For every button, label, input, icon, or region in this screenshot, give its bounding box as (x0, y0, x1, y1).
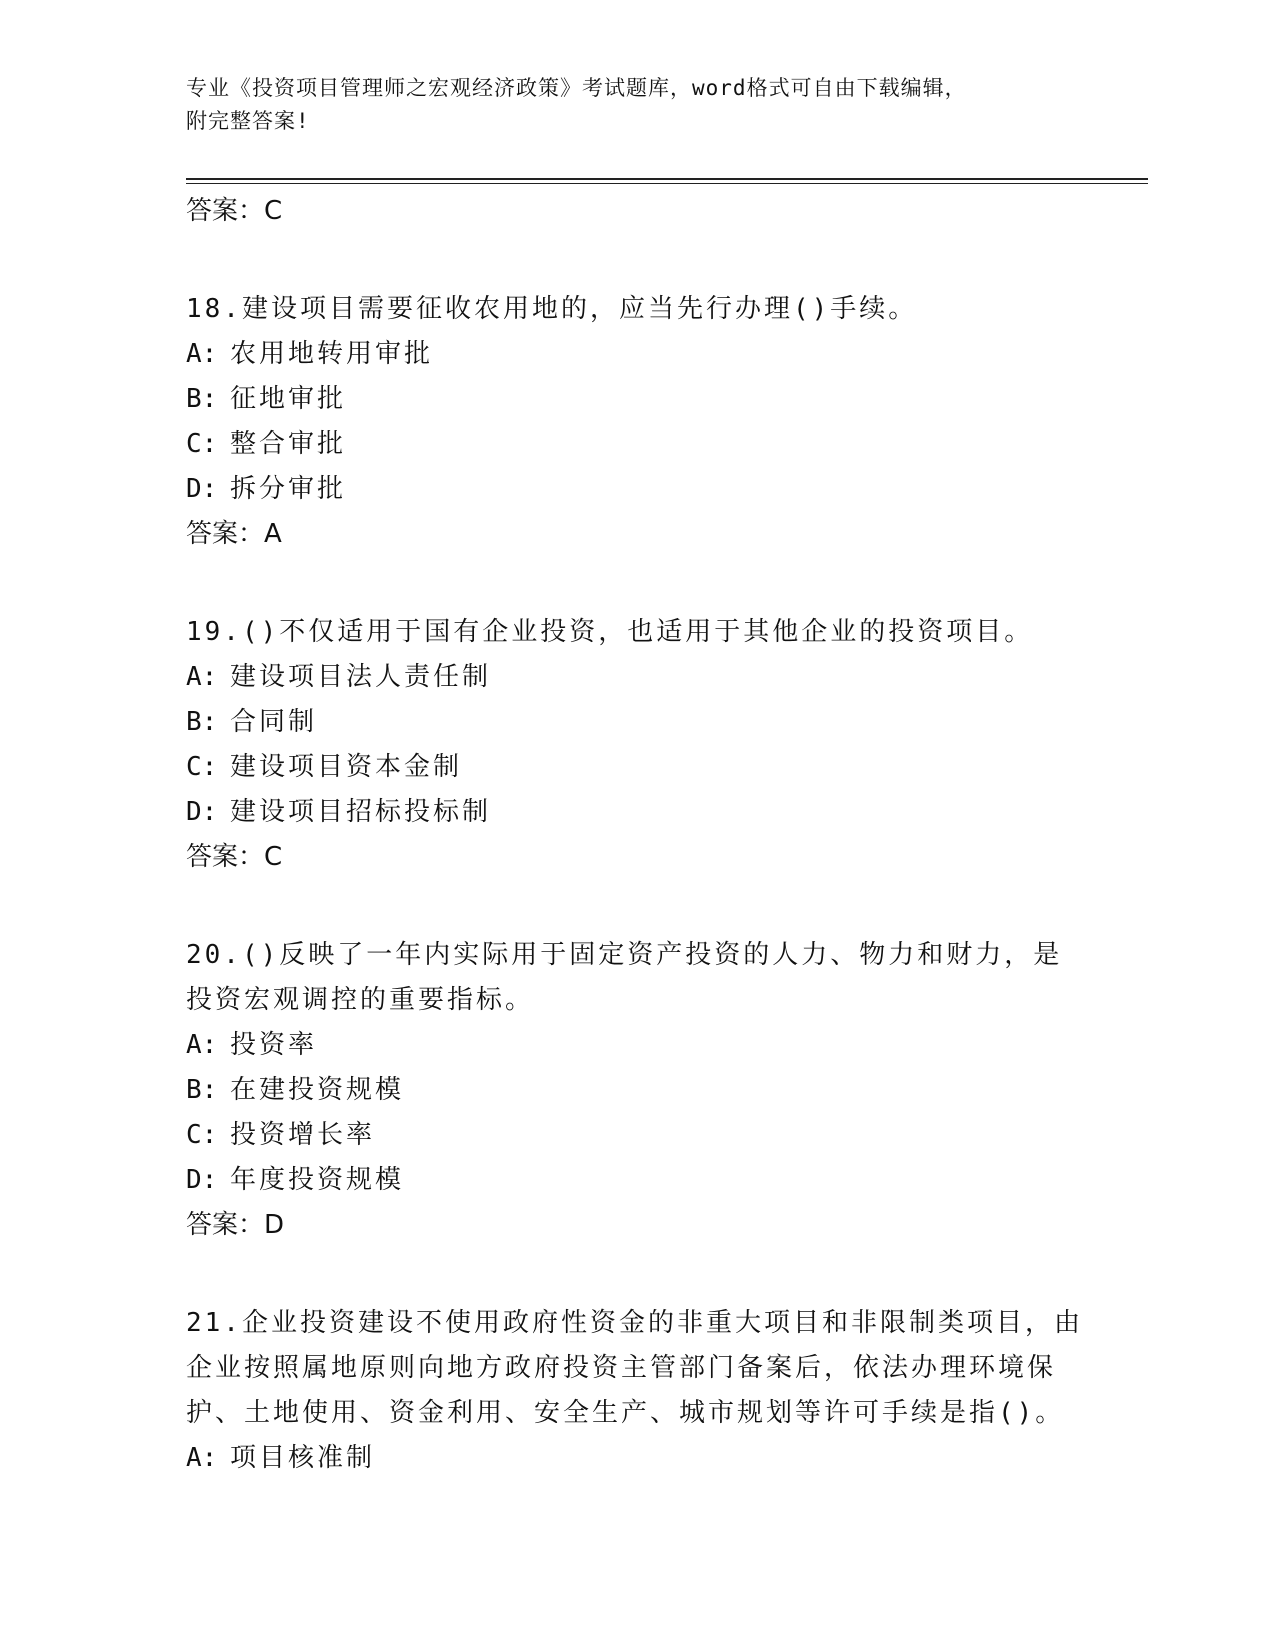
question-block (186, 287, 1086, 556)
header-divider (186, 178, 1148, 180)
option-a: A: 项目核准制 (186, 1443, 376, 1473)
question-text: 19.()不仅适用于国有企业投资，也适用于其他企业的投资项目。 (186, 617, 1034, 647)
question-block (186, 1301, 1086, 1481)
option-c: C: 整合审批 (186, 429, 347, 459)
option-d: D: 拆分审批 (186, 474, 347, 504)
question-block (186, 610, 1086, 879)
option-a: A: 农用地转用审批 (186, 339, 434, 369)
question-text: 18.建设项目需要征收农用地的，应当先行办理()手续。 (186, 294, 918, 324)
answer-line: 答案：C (186, 842, 283, 872)
question-list (186, 189, 1086, 1481)
option-b: B: 合同制 (186, 707, 318, 737)
question-text: 20.()反映了一年内实际用于固定资产投资的人力、物力和财力，是投资宏观调控的重要指标。 (186, 940, 1063, 1015)
option-a: A: 建设项目法人责任制 (186, 662, 492, 692)
option-b: B: 在建投资规模 (186, 1075, 405, 1105)
option-a: A: 投资率 (186, 1030, 318, 1060)
header-line-2: 附完整答案! (186, 109, 310, 133)
header-divider-thin (186, 183, 1148, 184)
option-d: D: 年度投资规模 (186, 1165, 405, 1195)
answer-line: 答案：A (186, 519, 282, 549)
question-block (186, 933, 1086, 1247)
question-text: 21.企业投资建设不使用政府性资金的非重大项目和非限制类项目，由企业按照属地原则向地方政府投资主管部门备案后，依法办理环境保护、土地使用、资金利用、安全生产、城市规划等许可手续是指()。 (186, 1308, 1083, 1428)
option-c: C: 建设项目资本金制 (186, 752, 463, 782)
option-b: B: 征地审批 (186, 384, 347, 414)
option-d: D: 建设项目招标投标制 (186, 797, 492, 827)
header-line-1: 专业《投资项目管理师之宏观经济政策》考试题库，word格式可自由下载编辑， (186, 76, 967, 100)
answer-line: 答案：D (186, 1210, 285, 1240)
answer-line: 答案：C (186, 196, 283, 226)
option-c: C: 投资增长率 (186, 1120, 376, 1150)
document-header (186, 72, 1066, 138)
